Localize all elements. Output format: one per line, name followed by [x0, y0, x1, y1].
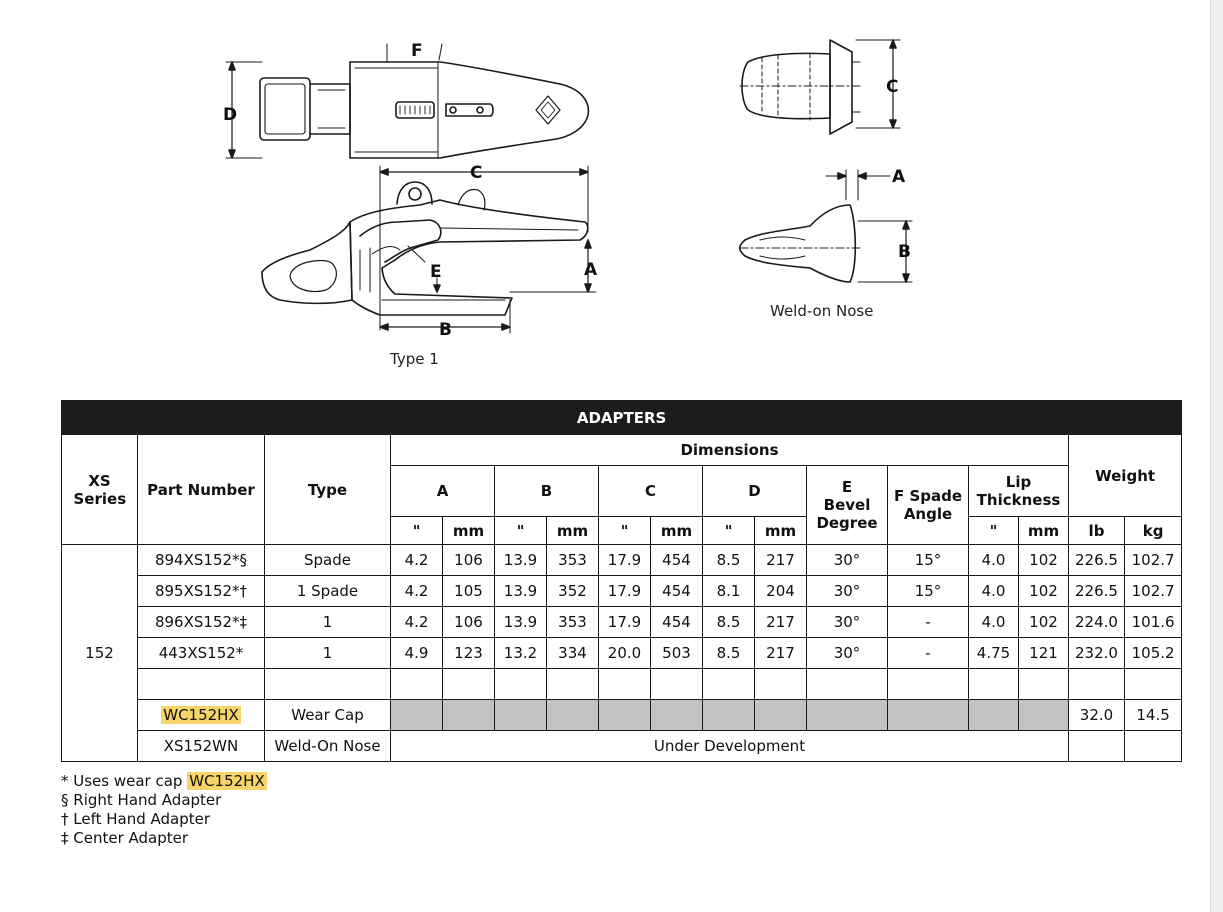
shaded-cell	[703, 700, 755, 731]
footnote-wear-cap-highlight: WC152HX	[189, 772, 265, 790]
type-cell: Weld-On Nose	[265, 731, 391, 762]
shaded-cell	[755, 700, 807, 731]
shaded-cell	[599, 700, 651, 731]
a-mm-cell: 106	[443, 545, 495, 576]
b-mm-cell: 352	[547, 576, 599, 607]
empty-cell	[138, 669, 265, 700]
header-lip-line2: Thickness	[976, 491, 1061, 509]
footnote-wear-cap-text: * Uses wear cap	[61, 772, 188, 790]
header-xs-series	[62, 435, 138, 545]
unit-mm-a: mm	[443, 517, 495, 545]
series-cell: 152	[62, 545, 138, 762]
vertical-scrollbar[interactable]	[1210, 0, 1223, 912]
empty-cell	[1019, 669, 1069, 700]
header-f-line1: F Spade	[893, 487, 963, 505]
unit-mm-d: mm	[755, 517, 807, 545]
a-inch-cell: 4.2	[391, 576, 443, 607]
dim-label-f: F	[411, 41, 423, 61]
table-row	[62, 607, 1182, 638]
type-cell: 1	[265, 638, 391, 669]
dim-label-e: E	[430, 262, 442, 282]
header-e-bevel-degree	[807, 466, 888, 545]
table-row	[62, 545, 1182, 576]
under-development-cell: Under Development	[391, 731, 1069, 762]
header-e-line1: E	[841, 478, 853, 496]
weight-lb-cell: 224.0	[1069, 607, 1125, 638]
empty-cell	[755, 669, 807, 700]
e-bevel-cell: 30°	[807, 607, 888, 638]
lip-mm-cell: 102	[1019, 607, 1069, 638]
empty-cell	[495, 669, 547, 700]
header-dim-d: D	[703, 466, 807, 517]
type-cell: 1	[265, 607, 391, 638]
dim-label-a: A	[584, 260, 598, 280]
a-mm-cell: 105	[443, 576, 495, 607]
shaded-cell	[651, 700, 703, 731]
empty-cell	[265, 669, 391, 700]
header-dimensions: Dimensions	[391, 435, 1069, 466]
lip-inch-cell: 4.75	[969, 638, 1019, 669]
table-title: ADAPTERS	[62, 401, 1182, 435]
b-mm-cell: 353	[547, 607, 599, 638]
header-e-line3: Degree	[816, 514, 878, 532]
f-angle-cell: -	[888, 638, 969, 669]
weld-on-nose-drawing	[740, 170, 912, 282]
weight-lb-cell: 32.0	[1069, 700, 1125, 731]
weight-lb-cell: 226.5	[1069, 545, 1125, 576]
shaded-cell	[391, 700, 443, 731]
weight-kg-cell	[1125, 731, 1182, 762]
c-inch-cell: 20.0	[599, 638, 651, 669]
b-inch-cell: 13.9	[495, 576, 547, 607]
shaded-cell	[495, 700, 547, 731]
header-weight: Weight	[1069, 435, 1182, 517]
adapter-line-drawings	[0, 0, 1200, 395]
dim-label-a-nose: A	[892, 167, 906, 187]
f-angle-cell: -	[888, 607, 969, 638]
header-xs-series-text: XS Series	[73, 471, 127, 508]
unit-mm-lip: mm	[1019, 517, 1069, 545]
d-inch-cell: 8.5	[703, 607, 755, 638]
empty-cell	[703, 669, 755, 700]
b-inch-cell: 13.2	[495, 638, 547, 669]
c-mm-cell: 454	[651, 545, 703, 576]
header-f-spade-angle	[888, 466, 969, 545]
d-inch-cell: 8.1	[703, 576, 755, 607]
header-lip-line1: Lip	[1005, 473, 1032, 491]
f-angle-cell: 15°	[888, 545, 969, 576]
footnote-center: ‡ Center Adapter	[61, 829, 189, 847]
a-mm-cell: 106	[443, 607, 495, 638]
type-cell: Wear Cap	[265, 700, 391, 731]
lip-mm-cell: 102	[1019, 545, 1069, 576]
a-mm-cell: 123	[443, 638, 495, 669]
shaded-cell	[1019, 700, 1069, 731]
unit-mm-b: mm	[547, 517, 599, 545]
part-number-cell	[138, 700, 265, 731]
e-bevel-cell: 30°	[807, 545, 888, 576]
weight-lb-cell: 232.0	[1069, 638, 1125, 669]
shaded-cell	[443, 700, 495, 731]
dim-label-b-nose: B	[898, 242, 911, 262]
empty-cell	[969, 669, 1019, 700]
header-e-line2: Bevel	[823, 496, 871, 514]
empty-cell	[651, 669, 703, 700]
footnote-wear-cap	[61, 772, 267, 791]
unit-inch-c: "	[599, 517, 651, 545]
footnote-left-hand: † Left Hand Adapter	[61, 810, 211, 828]
wear-cap-end-view	[740, 40, 900, 134]
part-number-cell: XS152WN	[138, 731, 265, 762]
d-mm-cell: 217	[755, 638, 807, 669]
table-row	[62, 638, 1182, 669]
c-inch-cell: 17.9	[599, 607, 651, 638]
empty-cell	[547, 669, 599, 700]
a-inch-cell: 4.2	[391, 607, 443, 638]
header-lip-thickness	[969, 466, 1069, 517]
part-number-cell: 896XS152*‡	[138, 607, 265, 638]
empty-cell	[807, 669, 888, 700]
weight-lb-cell: 226.5	[1069, 576, 1125, 607]
weld-on-nose-row	[62, 731, 1182, 762]
part-number-cell: 443XS152*	[138, 638, 265, 669]
dim-label-c-nose: C	[886, 77, 899, 97]
unit-inch-d: "	[703, 517, 755, 545]
b-inch-cell: 13.9	[495, 545, 547, 576]
b-inch-cell: 13.9	[495, 607, 547, 638]
dim-label-b: B	[439, 320, 452, 340]
lip-mm-cell: 121	[1019, 638, 1069, 669]
a-inch-cell: 4.9	[391, 638, 443, 669]
header-type: Type	[265, 435, 391, 545]
empty-cell	[1069, 669, 1125, 700]
c-mm-cell: 454	[651, 576, 703, 607]
header-dim-a: A	[391, 466, 495, 517]
weight-kg-cell: 102.7	[1125, 576, 1182, 607]
type-cell: Spade	[265, 545, 391, 576]
a-inch-cell: 4.2	[391, 545, 443, 576]
empty-cell	[391, 669, 443, 700]
empty-cell	[443, 669, 495, 700]
weight-kg-cell: 14.5	[1125, 700, 1182, 731]
c-inch-cell: 17.9	[599, 545, 651, 576]
d-mm-cell: 204	[755, 576, 807, 607]
type-cell: 1 Spade	[265, 576, 391, 607]
unit-lb: lb	[1069, 517, 1125, 545]
header-dim-b: B	[495, 466, 599, 517]
unit-inch-b: "	[495, 517, 547, 545]
technical-drawings	[0, 0, 1200, 395]
e-bevel-cell: 30°	[807, 576, 888, 607]
c-mm-cell: 503	[651, 638, 703, 669]
shaded-cell	[888, 700, 969, 731]
empty-cell	[599, 669, 651, 700]
header-dim-c: C	[599, 466, 703, 517]
top-view-drawing	[226, 44, 588, 158]
side-view-drawing	[262, 166, 596, 333]
shaded-cell	[807, 700, 888, 731]
part-number-cell: 894XS152*§	[138, 545, 265, 576]
header-part-number: Part Number	[138, 435, 265, 545]
weight-kg-cell: 101.6	[1125, 607, 1182, 638]
d-mm-cell: 217	[755, 607, 807, 638]
unit-inch-lip: "	[969, 517, 1019, 545]
c-mm-cell: 454	[651, 607, 703, 638]
d-inch-cell: 8.5	[703, 638, 755, 669]
e-bevel-cell: 30°	[807, 638, 888, 669]
type1-caption: Type 1	[390, 350, 439, 368]
dim-label-d: D	[223, 105, 238, 125]
footnotes	[61, 772, 267, 848]
weight-lb-cell	[1069, 731, 1125, 762]
c-inch-cell: 17.9	[599, 576, 651, 607]
wear-cap-row	[62, 700, 1182, 731]
d-inch-cell: 8.5	[703, 545, 755, 576]
dim-label-c: C	[470, 163, 483, 183]
shaded-cell	[547, 700, 599, 731]
unit-mm-c: mm	[651, 517, 703, 545]
footnote-right-hand: § Right Hand Adapter	[61, 791, 222, 809]
empty-table-row	[62, 669, 1182, 700]
empty-cell	[1125, 669, 1182, 700]
weight-kg-cell: 102.7	[1125, 545, 1182, 576]
d-mm-cell: 217	[755, 545, 807, 576]
header-f-line2: Angle	[903, 505, 953, 523]
lip-inch-cell: 4.0	[969, 576, 1019, 607]
wear-cap-part-highlight: WC152HX	[163, 706, 239, 724]
shaded-cell	[969, 700, 1019, 731]
b-mm-cell: 334	[547, 638, 599, 669]
adapters-table	[61, 400, 1182, 762]
lip-mm-cell: 102	[1019, 576, 1069, 607]
part-number-cell: 895XS152*†	[138, 576, 265, 607]
weight-kg-cell: 105.2	[1125, 638, 1182, 669]
lip-inch-cell: 4.0	[969, 607, 1019, 638]
unit-inch-a: "	[391, 517, 443, 545]
weld-on-nose-caption: Weld-on Nose	[770, 302, 874, 320]
unit-kg: kg	[1125, 517, 1182, 545]
lip-inch-cell: 4.0	[969, 545, 1019, 576]
table-row	[62, 576, 1182, 607]
f-angle-cell: 15°	[888, 576, 969, 607]
empty-cell	[888, 669, 969, 700]
b-mm-cell: 353	[547, 545, 599, 576]
